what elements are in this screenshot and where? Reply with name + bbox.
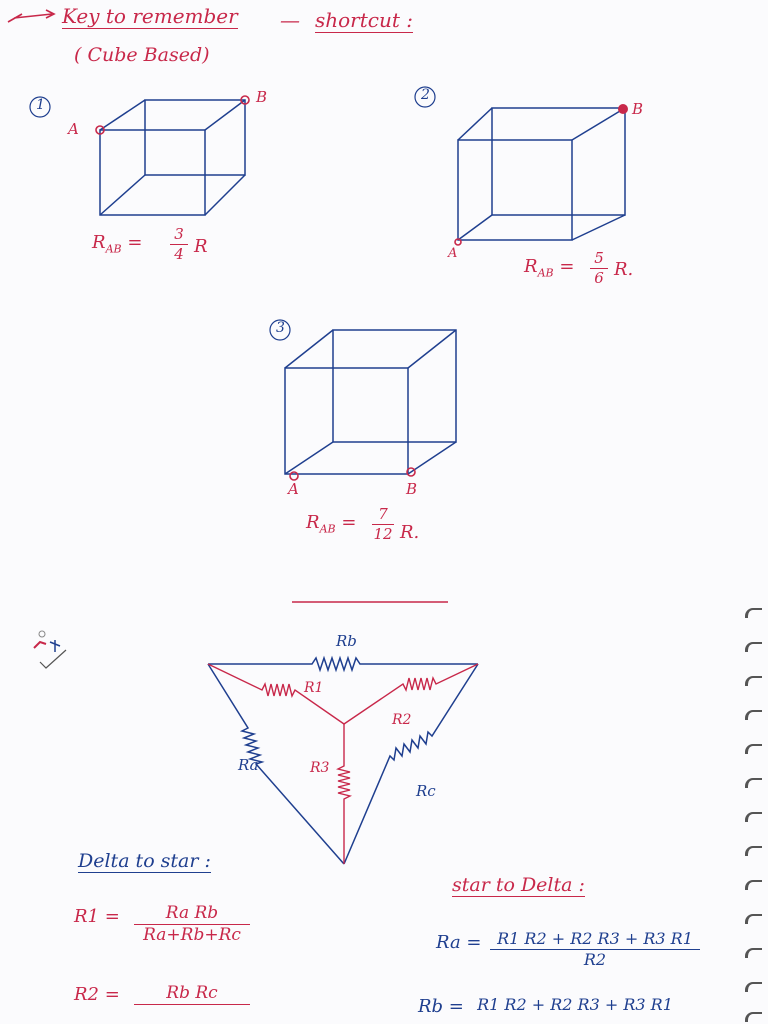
ra-fraction: R1 R2 + R2 R3 + R3 R1 R2 [490, 930, 700, 968]
cube-2-rhs: R. [614, 259, 634, 280]
cube-1-rhs: R [194, 236, 208, 257]
label-rc: Rc [416, 782, 436, 800]
ra-lhs: Ra = [436, 932, 482, 953]
cube-3-number: 3 [276, 320, 285, 336]
r1-lhs: R1 = [74, 906, 120, 927]
r2-fraction: Rb Rc [134, 984, 250, 1024]
header-shortcut: shortcut : [315, 8, 413, 32]
star-to-delta-title: star to Delta : [452, 874, 585, 896]
cube-1-point-b: B [256, 88, 268, 106]
header-subtitle: ( Cube Based) [74, 44, 210, 66]
label-rb: Rb [336, 632, 357, 650]
cube-1-fraction: 3 4 [170, 226, 188, 262]
cube-1-number: 1 [36, 97, 45, 113]
cube-3-formula: $R_{AB}$ = [306, 512, 357, 536]
cube-1-formula: $R_{AB}$ = [92, 232, 143, 256]
cube-3-rhs: R. [400, 522, 420, 543]
r2-lhs: R2 = [74, 984, 120, 1005]
cube-2-fraction: 5 6 [590, 250, 608, 286]
cube-2-point-a: A [448, 246, 458, 261]
delta-to-star-title: Delta to star : [78, 850, 211, 872]
cube-3-fraction: 7 12 [373, 505, 393, 543]
label-r3: R3 [310, 760, 330, 776]
cube-3-point-a: A [288, 480, 299, 498]
cube-2-formula: $R_{AB}$ = [524, 256, 575, 280]
label-r2: R2 [392, 712, 412, 728]
rb-lhs: Rb = [418, 996, 464, 1017]
cube-2-number: 2 [421, 87, 430, 103]
cube-3-point-b: B [406, 480, 418, 498]
header-dash: — [280, 8, 300, 32]
header-title: Key to remember [62, 4, 238, 28]
label-ra: Ra [238, 756, 259, 774]
notebook-spiral [740, 608, 768, 1024]
rb-fraction: R1 R2 + R2 R3 + R3 R1 [477, 996, 673, 1014]
cube-2-point-b: B [632, 100, 644, 118]
cube-1-point-a: A [68, 120, 79, 138]
r1-fraction: Ra Rb Ra+Rb+Rc [134, 904, 250, 944]
label-r1: R1 [304, 680, 324, 696]
